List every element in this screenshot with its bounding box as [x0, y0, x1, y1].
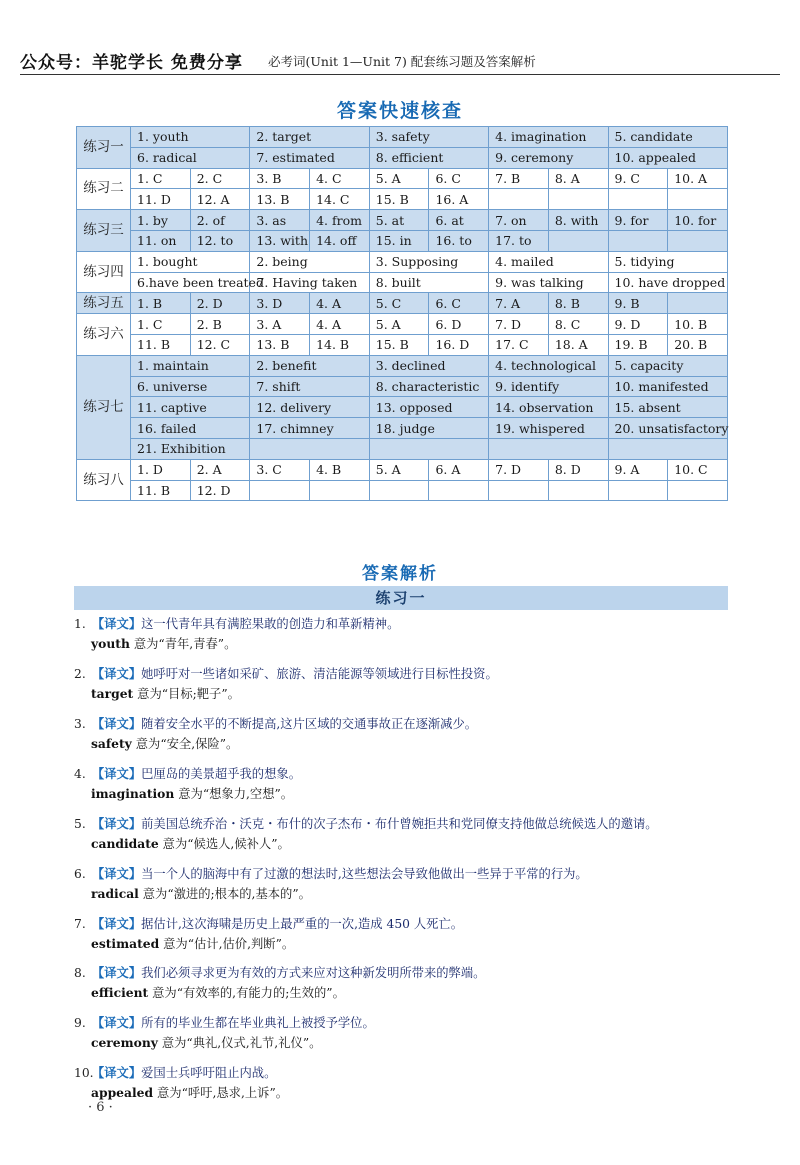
answer-cell: 6. C [429, 293, 489, 314]
answer-cell: 2. of [190, 210, 250, 231]
answer-cell: 14. off [310, 230, 370, 251]
answer-cell: 7. Having taken [250, 272, 369, 293]
answer-cell: 15. absent [608, 397, 728, 418]
analysis-item [74, 664, 764, 704]
exercise-label: 练习三 [77, 210, 131, 252]
answer-cell: 10. appealed [608, 147, 728, 168]
answer-cell: 7. on [489, 210, 549, 231]
answer-cell: 4. technological [489, 355, 608, 376]
analysis-item [74, 914, 764, 954]
translation-tag: 【译文】 [91, 616, 142, 631]
answer-cell: 16. to [429, 230, 489, 251]
answer-cell [608, 438, 728, 459]
answer-cell: 11. B [131, 334, 191, 355]
exercise-label: 练习四 [77, 251, 131, 293]
translation-tag: 【译文】 [91, 1015, 142, 1030]
table-row [77, 272, 728, 293]
vocab-meaning: 意为“典礼,仪式,礼节,礼仪”。 [157, 1036, 322, 1050]
table-row [77, 480, 728, 501]
answer-cell: 13. with [250, 230, 310, 251]
answer-cell: 9. ceremony [489, 147, 608, 168]
item-number: 10. [74, 1066, 94, 1080]
answer-cell: 17. to [489, 230, 549, 251]
vocab-meaning: 意为“安全,保险”。 [131, 737, 239, 751]
answer-cell: 8. with [548, 210, 608, 231]
translation-text: 这一代青年具有满腔果敢的创造力和革新精神。 [141, 617, 400, 631]
answer-cell [668, 480, 728, 501]
answer-cell [608, 230, 668, 251]
table-row [77, 397, 728, 418]
answer-cell: 7. B [489, 168, 549, 189]
vocab-word: appealed [91, 1085, 154, 1100]
answer-cell: 8. A [548, 168, 608, 189]
table-row [77, 230, 728, 251]
answer-cell: 5. capacity [608, 355, 728, 376]
answer-cell: 8. efficient [369, 147, 488, 168]
answer-cell: 15. B [369, 334, 429, 355]
answer-cell: 7. shift [250, 376, 369, 397]
exercise-band: 练习一 [74, 586, 728, 610]
quick-check-title: 答案快速核查 [336, 100, 463, 122]
vocab-meaning: 意为“想象力,空想”。 [174, 787, 294, 801]
translation-tag: 【译文】 [91, 965, 142, 980]
answer-cell: 12. to [190, 230, 250, 251]
vocab-word: efficient [91, 985, 149, 1000]
answer-cell: 21. Exhibition [131, 438, 250, 459]
item-number: 7. [74, 917, 86, 931]
answer-cell: 3. C [250, 459, 310, 480]
answer-cell: 12. A [190, 189, 250, 210]
answer-cell: 4. imagination [489, 127, 608, 148]
answer-cell: 4. A [310, 314, 370, 335]
answer-cell: 2. B [190, 314, 250, 335]
answer-cell: 6. A [429, 459, 489, 480]
translation-tag: 【译文】 [91, 916, 142, 931]
answer-cell: 6. at [429, 210, 489, 231]
answer-cell: 9. for [608, 210, 668, 231]
translation-text: 所有的毕业生都在毕业典礼上被授予学位。 [141, 1016, 375, 1030]
item-number: 3. [74, 717, 86, 731]
answer-cell [489, 480, 549, 501]
analysis-item [74, 864, 764, 904]
answer-cell: 14. C [310, 189, 370, 210]
answer-cell: 3. A [250, 314, 310, 335]
answer-cell: 4. C [310, 168, 370, 189]
table-row [77, 438, 728, 459]
vocab-word: safety [91, 736, 132, 751]
answer-cell: 9. B [608, 293, 668, 314]
answer-cell [668, 230, 728, 251]
answer-cell: 3. as [250, 210, 310, 231]
answer-cell: 4. mailed [489, 251, 608, 272]
vocab-meaning: 意为“呼吁,恳求,上诉”。 [153, 1086, 289, 1100]
answer-cell: 7. estimated [250, 147, 369, 168]
answer-cell: 13. B [250, 189, 310, 210]
answer-cell [489, 438, 608, 459]
table-row [77, 251, 728, 272]
answer-cell: 6. C [429, 168, 489, 189]
item-number: 1. [74, 617, 86, 631]
translation-tag: 【译文】 [91, 816, 142, 831]
answer-cell: 3. declined [369, 355, 488, 376]
answer-cell: 18. judge [369, 418, 488, 439]
answer-cell: 7. D [489, 314, 549, 335]
answer-cell: 11. on [131, 230, 191, 251]
answer-cell: 18. A [548, 334, 608, 355]
translation-text: 随着安全水平的不断提高,这片区域的交通事故正在逐渐减少。 [141, 717, 478, 731]
vocab-word: candidate [91, 836, 159, 851]
page-number: · 6 · [88, 1100, 113, 1115]
translation-text: 当一个人的脑海中有了过激的想法时,这些想法会导致他做出一些异于平常的行为。 [141, 867, 588, 881]
answer-cell: 3. safety [369, 127, 488, 148]
answer-cell: 20. unsatisfactory [608, 418, 728, 439]
translation-text: 她呼吁对一些诸如采矿、旅游、清洁能源等领域进行目标性投资。 [141, 667, 498, 681]
translation-text: 据估计,这次海啸是历史上最严重的一次,造成 450 人死亡。 [141, 917, 464, 931]
answer-cell: 19. B [608, 334, 668, 355]
analysis-title: 答案解析 [362, 564, 438, 584]
translation-tag: 【译文】 [91, 666, 142, 681]
answer-cell [608, 480, 668, 501]
vocab-word: imagination [91, 786, 175, 801]
answer-cell: 20. B [668, 334, 728, 355]
analysis-item [74, 814, 764, 854]
brand-text: 公众号：羊驼学长 免费分享 [20, 53, 243, 73]
exercise-label: 练习七 [77, 355, 131, 459]
exercise-label: 练习六 [77, 314, 131, 356]
answer-cell [548, 480, 608, 501]
answer-cell: 4. A [310, 293, 370, 314]
exercise-label: 练习八 [77, 459, 131, 501]
analysis-item [74, 714, 764, 754]
translation-text: 巴厘岛的美景超乎我的想象。 [141, 767, 301, 781]
answer-cell: 5. A [369, 168, 429, 189]
table-row [77, 355, 728, 376]
translation-text: 爱国士兵呼吁阻止内战。 [141, 1066, 277, 1080]
vocab-word: target [91, 686, 134, 701]
answer-cell: 1. B [131, 293, 191, 314]
answer-cell: 1. C [131, 314, 191, 335]
answer-cell: 8. characteristic [369, 376, 488, 397]
translation-tag: 【译文】 [91, 1065, 142, 1080]
answer-cell: 17. C [489, 334, 549, 355]
exercise-label: 练习五 [77, 293, 131, 314]
analysis-item [74, 614, 764, 654]
answer-cell: 13. opposed [369, 397, 488, 418]
answer-cell: 2. D [190, 293, 250, 314]
translation-text: 我们必须寻求更为有效的方式来应对这种新发明所带来的弊端。 [141, 966, 486, 980]
table-row [77, 147, 728, 168]
answer-cell: 3. Supposing [369, 251, 488, 272]
answer-cell: 9. identify [489, 376, 608, 397]
answer-cell: 6.have been treated [131, 272, 250, 293]
item-number: 2. [74, 667, 86, 681]
table-row [77, 418, 728, 439]
answer-cell: 17. chimney [250, 418, 369, 439]
answer-cell: 5. tidying [608, 251, 728, 272]
answer-cell: 8. B [548, 293, 608, 314]
answer-cell: 19. whispered [489, 418, 608, 439]
answer-cell [250, 438, 369, 459]
answer-cell: 8. D [548, 459, 608, 480]
answer-cell: 1. youth [131, 127, 250, 148]
answer-cell: 1. by [131, 210, 191, 231]
table-row [77, 334, 728, 355]
answer-cell: 4. from [310, 210, 370, 231]
item-number: 6. [74, 867, 86, 881]
item-number: 8. [74, 966, 86, 980]
translation-tag: 【译文】 [91, 716, 142, 731]
answer-cell: 5. C [369, 293, 429, 314]
analysis-item [74, 1063, 764, 1103]
answer-cell [548, 189, 608, 210]
header-rule [20, 74, 780, 75]
table-row [77, 314, 728, 335]
answer-cell: 10. have dropped [608, 272, 728, 293]
table-row [77, 210, 728, 231]
table-row [77, 168, 728, 189]
analysis-item [74, 1013, 764, 1053]
answer-cell: 1. maintain [131, 355, 250, 376]
answer-cell: 2. being [250, 251, 369, 272]
answer-cell: 6. radical [131, 147, 250, 168]
answer-cell [369, 438, 488, 459]
answer-cell: 11. D [131, 189, 191, 210]
answer-cell [668, 189, 728, 210]
exercise-label: 练习二 [77, 168, 131, 210]
item-number: 9. [74, 1016, 86, 1030]
answer-cell: 3. D [250, 293, 310, 314]
item-number: 5. [74, 817, 86, 831]
vocab-meaning: 意为“激进的;根本的,基本的”。 [138, 887, 311, 901]
table-row [77, 127, 728, 148]
vocab-word: radical [91, 886, 139, 901]
vocab-meaning: 意为“估计,估价,判断”。 [159, 937, 295, 951]
answer-cell: 15. B [369, 189, 429, 210]
vocab-word: estimated [91, 936, 160, 951]
table-row [77, 189, 728, 210]
answer-cell: 10. B [668, 314, 728, 335]
answer-cell: 10. for [668, 210, 728, 231]
answer-cell: 11. captive [131, 397, 250, 418]
answer-cell: 12. D [190, 480, 250, 501]
analysis-item [74, 764, 764, 804]
exercise-label: 练习一 [77, 127, 131, 169]
answer-cell: 16. failed [131, 418, 250, 439]
translation-tag: 【译文】 [91, 866, 142, 881]
answer-cell: 14. B [310, 334, 370, 355]
answer-cell [369, 480, 429, 501]
answer-cell: 11. B [131, 480, 191, 501]
page-header [0, 0, 800, 78]
answer-cell [548, 230, 608, 251]
answer-cell: 12. delivery [250, 397, 369, 418]
answer-cell: 14. observation [489, 397, 608, 418]
answer-cell: 13. B [250, 334, 310, 355]
answer-cell: 1. bought [131, 251, 250, 272]
vocab-word: youth [91, 636, 130, 651]
answer-cell: 2. C [190, 168, 250, 189]
answer-cell: 7. D [489, 459, 549, 480]
answer-cell: 1. D [131, 459, 191, 480]
answer-cell: 10. manifested [608, 376, 728, 397]
answer-cell: 16. D [429, 334, 489, 355]
vocab-word: ceremony [91, 1035, 158, 1050]
answer-cell: 10. A [668, 168, 728, 189]
vocab-meaning: 意为“候选人,候补人”。 [158, 837, 290, 851]
answer-cell: 9. C [608, 168, 668, 189]
translation-text: 前美国总统乔治・沃克・布什的次子杰布・布什曾婉拒共和党同僚支持他做总统候选人的邀请。 [141, 817, 658, 831]
answer-cell: 6. D [429, 314, 489, 335]
item-number: 4. [74, 767, 86, 781]
book-title: 必考词(Unit 1—Unit 7) 配套练习题及答案解析 [268, 54, 536, 69]
answer-cell: 16. A [429, 189, 489, 210]
answer-cell: 12. C [190, 334, 250, 355]
answer-cell [250, 480, 310, 501]
answer-cell: 8. built [369, 272, 488, 293]
translation-tag: 【译文】 [91, 766, 142, 781]
answer-cell: 5. at [369, 210, 429, 231]
answer-cell: 2. benefit [250, 355, 369, 376]
answer-cell [310, 480, 370, 501]
answer-cell: 5. A [369, 314, 429, 335]
answer-cell [429, 480, 489, 501]
answer-cell: 2. A [190, 459, 250, 480]
table-row [77, 293, 728, 314]
vocab-meaning: 意为“目标;靶子”。 [133, 687, 240, 701]
answer-cell: 8. C [548, 314, 608, 335]
answer-cell: 1. C [131, 168, 191, 189]
answer-cell: 3. B [250, 168, 310, 189]
answer-cell: 5. A [369, 459, 429, 480]
table-row [77, 459, 728, 480]
answer-cell: 4. B [310, 459, 370, 480]
answer-cell: 10. C [668, 459, 728, 480]
answer-cell: 9. A [608, 459, 668, 480]
answer-cell: 5. candidate [608, 127, 728, 148]
answer-cell: 7. A [489, 293, 549, 314]
answer-cell: 9. was talking [489, 272, 608, 293]
answer-cell: 15. in [369, 230, 429, 251]
answer-cell [668, 293, 728, 314]
answer-table [76, 126, 728, 501]
table-row [77, 376, 728, 397]
answer-cell: 9. D [608, 314, 668, 335]
answer-cell [489, 189, 549, 210]
answer-cell: 6. universe [131, 376, 250, 397]
answer-cell [608, 189, 668, 210]
analysis-item [74, 963, 764, 1003]
answer-cell: 2. target [250, 127, 369, 148]
vocab-meaning: 意为“有效率的,有能力的;生效的”。 [148, 986, 345, 1000]
vocab-meaning: 意为“青年,青春”。 [129, 637, 237, 651]
